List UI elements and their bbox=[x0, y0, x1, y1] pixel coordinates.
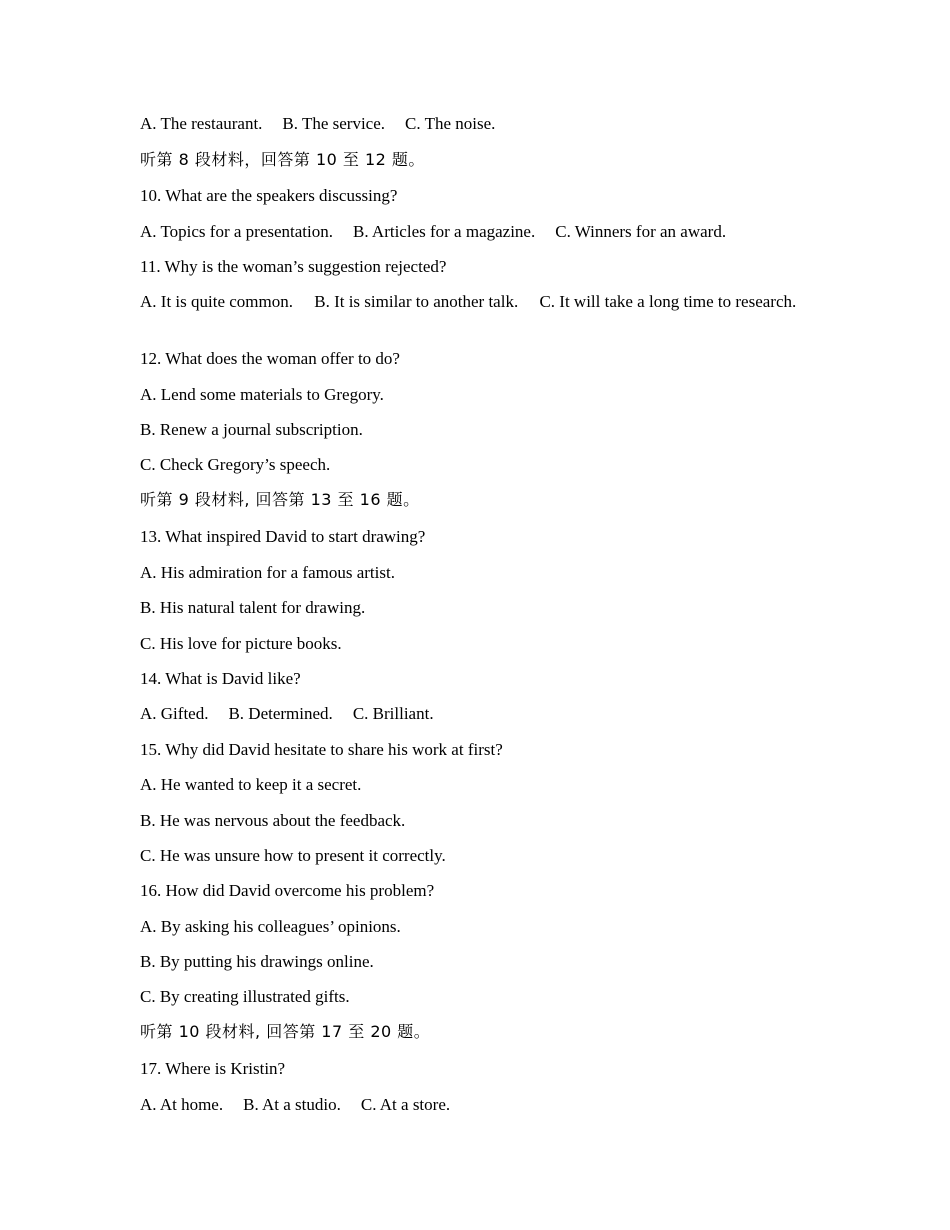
question-11: 11. Why is the woman’s suggestion rejected? bbox=[140, 257, 447, 276]
question-13: 13. What inspired David to start drawing? bbox=[140, 527, 426, 546]
option-c: C. Winners for an award. bbox=[555, 222, 727, 241]
question-14-options bbox=[140, 703, 820, 725]
question-15-option-a: A. He wanted to keep it a secret. bbox=[140, 775, 362, 794]
section-heading-8: 听第 8 段材料，回答第 10 至 12 题。 bbox=[140, 150, 425, 169]
option-c: C. It will take a long time to research. bbox=[539, 292, 797, 311]
question-15-option-c: C. He was unsure how to present it correctly. bbox=[140, 846, 446, 865]
option-a: A. Topics for a presentation. bbox=[140, 222, 334, 241]
question-15: 15. Why did David hesitate to share his work at first? bbox=[140, 740, 503, 759]
question-14: 14. What is David like? bbox=[140, 669, 301, 688]
question-12: 12. What does the woman offer to do? bbox=[140, 349, 400, 368]
question-16-option-c: C. By creating illustrated gifts. bbox=[140, 987, 350, 1006]
option-c: C. At a store. bbox=[360, 1095, 451, 1114]
option-b: B. Articles for a magazine. bbox=[353, 222, 536, 241]
option-b: B. At a studio. bbox=[243, 1095, 341, 1114]
option-a: A. The restaurant. bbox=[140, 114, 263, 133]
question-12-option-b: B. Renew a journal subscription. bbox=[140, 420, 363, 439]
question-10-options bbox=[140, 221, 820, 243]
option-a: A. It is quite common. bbox=[140, 292, 293, 311]
question-11-options bbox=[140, 291, 800, 313]
section-heading-9: 听第 9 段材料, 回答第 13 至 16 题。 bbox=[140, 490, 420, 509]
option-a: A. At home. bbox=[140, 1095, 224, 1114]
option-c: C. Brilliant. bbox=[352, 704, 434, 723]
question-17-options bbox=[140, 1094, 820, 1116]
question-16-option-a: A. By asking his colleagues’ opinions. bbox=[140, 917, 401, 936]
option-b: B. The service. bbox=[282, 114, 386, 133]
question-13-option-a: A. His admiration for a famous artist. bbox=[140, 563, 395, 582]
question-9-options bbox=[140, 113, 820, 135]
question-12-option-c: C. Check Gregory’s speech. bbox=[140, 455, 331, 474]
question-17: 17. Where is Kristin? bbox=[140, 1059, 286, 1078]
question-15-option-b: B. He was nervous about the feedback. bbox=[140, 811, 406, 830]
question-13-option-c: C. His love for picture books. bbox=[140, 634, 342, 653]
option-b: B. Determined. bbox=[228, 704, 333, 723]
question-16: 16. How did David overcome his problem? bbox=[140, 881, 435, 900]
question-10: 10. What are the speakers discussing? bbox=[140, 186, 398, 205]
question-16-option-b: B. By putting his drawings online. bbox=[140, 952, 374, 971]
option-a: A. Gifted. bbox=[140, 704, 209, 723]
question-12-option-a: A. Lend some materials to Gregory. bbox=[140, 385, 384, 404]
question-13-option-b: B. His natural talent for drawing. bbox=[140, 598, 366, 617]
option-c: C. The noise. bbox=[405, 114, 496, 133]
option-b: B. It is similar to another talk. bbox=[314, 292, 519, 311]
section-heading-10: 听第 10 段材料, 回答第 17 至 20 题。 bbox=[140, 1022, 431, 1041]
